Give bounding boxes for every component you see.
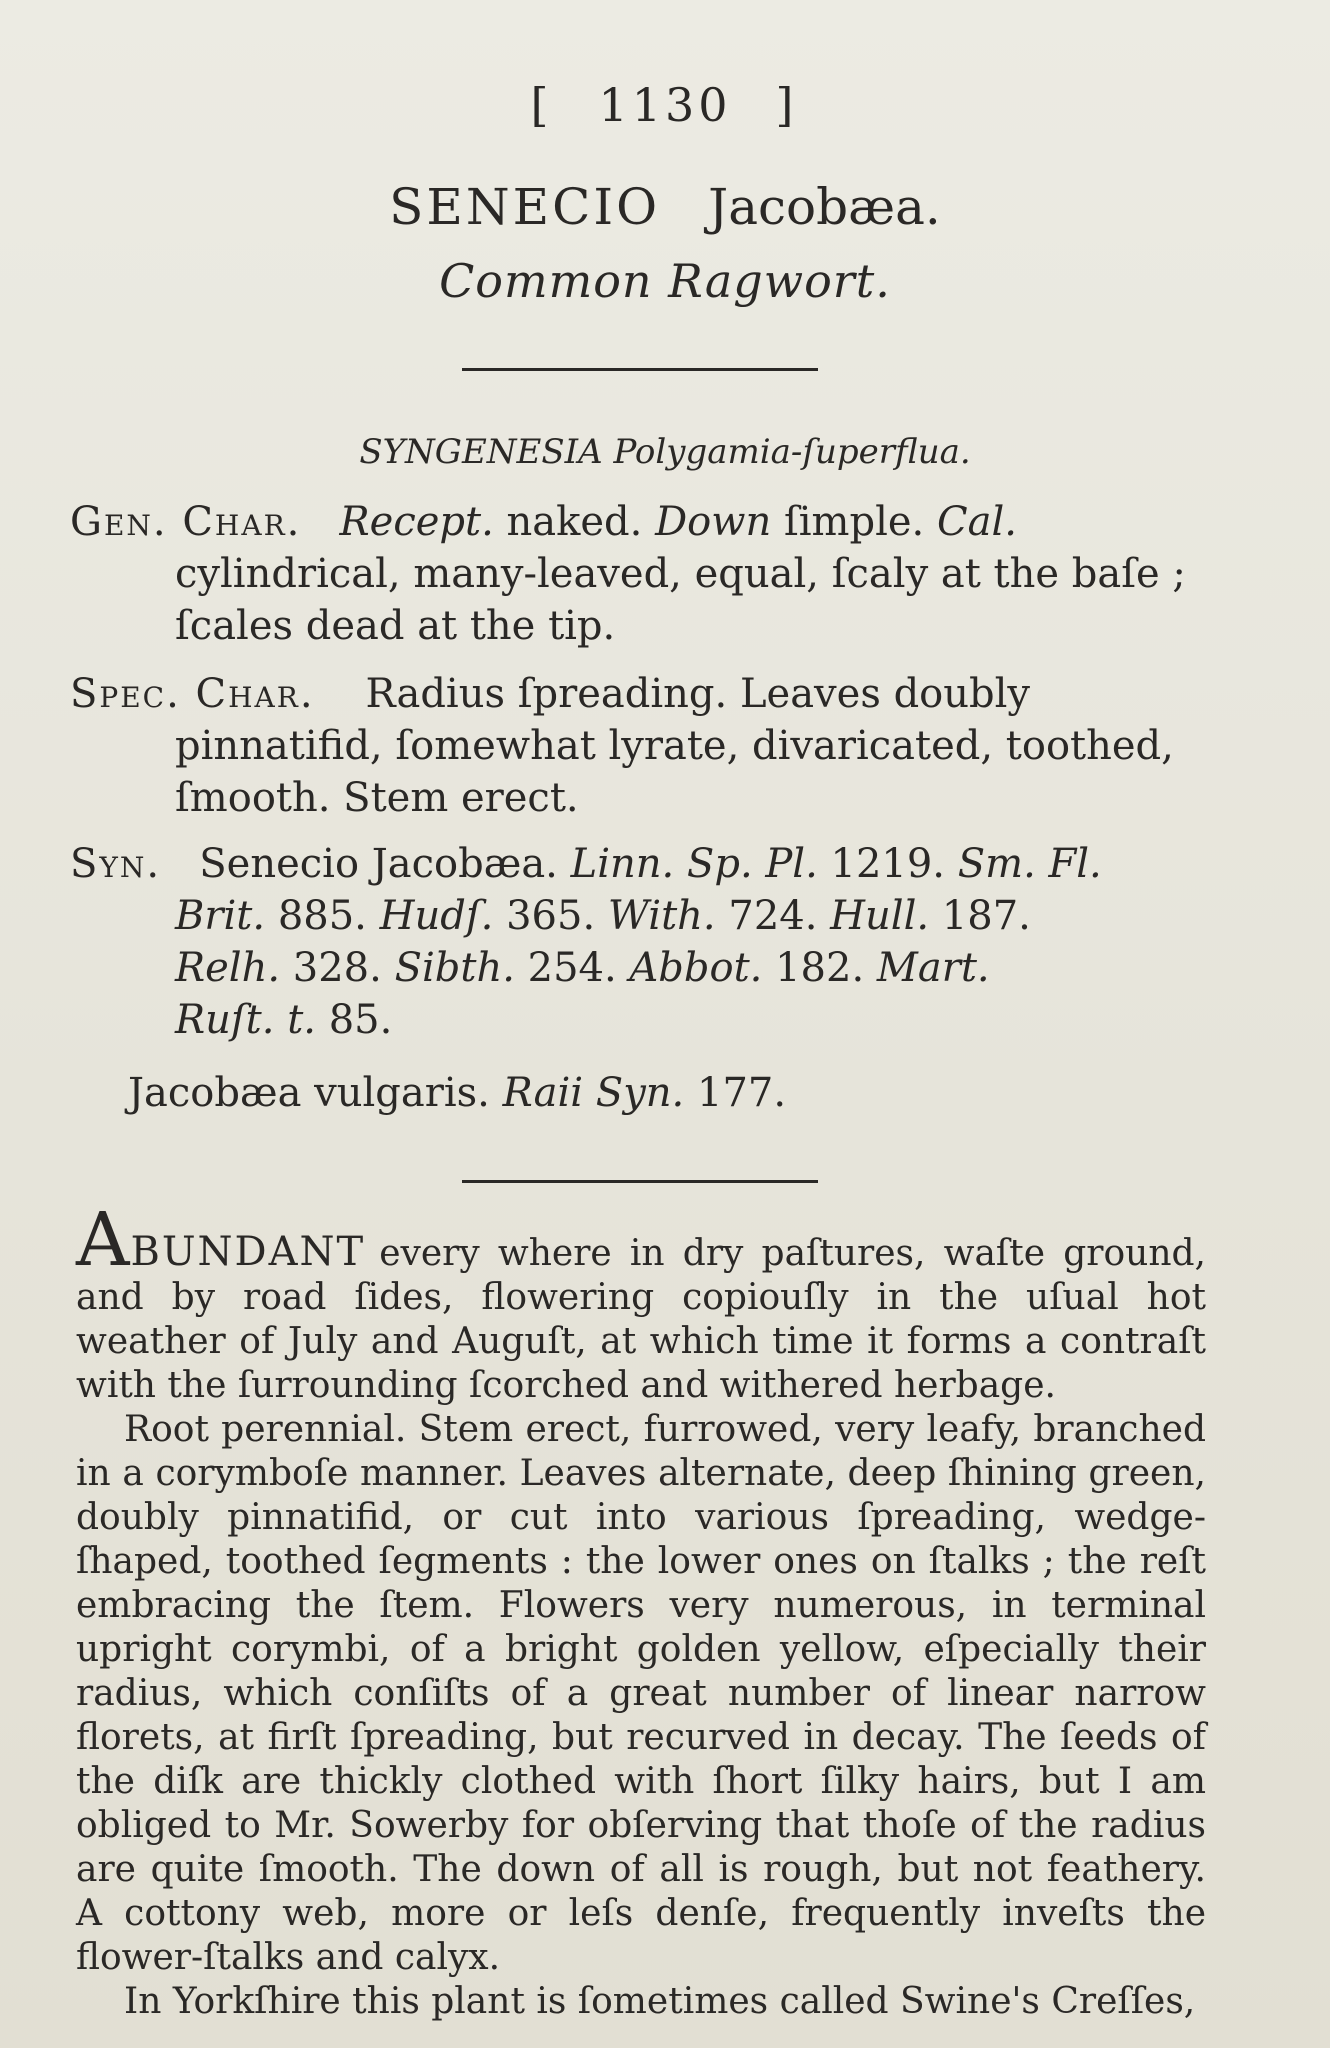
italic-citation: Brit. <box>175 893 266 939</box>
italic-citation: Recept. <box>339 499 494 545</box>
generic-character-line-3: ſcales dead at the tip. <box>175 603 616 649</box>
synonyms-label: Syn. <box>70 841 162 887</box>
text-run: 182. <box>762 945 877 991</box>
italic-citation: Down <box>655 499 772 545</box>
text-run: 177. <box>684 1070 787 1116</box>
italic-citation: Ruſt. t. <box>175 997 316 1043</box>
italic-citation: Mart. <box>876 945 990 991</box>
generic-character-line-2: cylindrical, many-leaved, equal, ſcaly at the baſe ; <box>175 551 1186 597</box>
text-run: Jacobæa vulgaris. <box>128 1070 503 1116</box>
italic-citation: With. <box>607 893 716 939</box>
bracket-left: [ <box>530 78 555 132</box>
text-run: 254. <box>514 945 630 991</box>
italic-citation: Relh. <box>175 945 281 991</box>
divider-rule-top <box>462 368 818 371</box>
italic-citation: Abbot. <box>629 945 763 991</box>
generic-character-line-1 <box>70 496 1220 548</box>
page-number-header <box>0 78 1330 132</box>
species-name: Jacobæa. <box>708 178 941 236</box>
text-run: 885. <box>265 893 380 939</box>
specific-character <box>70 668 1220 824</box>
italic-citation: Sm. Fl. <box>957 841 1102 887</box>
specific-character-text: Radius ſpreading. Leaves doubly <box>365 671 1031 717</box>
specific-character-line-3: ſmooth. Stem erect. <box>175 775 579 821</box>
synonyms-line-3 <box>70 942 1220 994</box>
italic-citation: Raii Syn. <box>502 1070 685 1116</box>
text-run: 85. <box>315 997 393 1043</box>
species-title <box>0 178 1330 236</box>
synonyms-text <box>199 841 1102 887</box>
description <box>76 1197 1206 2024</box>
text-run: 328. <box>280 945 395 991</box>
italic-citation: Cal. <box>936 499 1017 545</box>
class-name: SYNGENESIA <box>359 432 603 472</box>
generic-character-label: Gen. Char. <box>70 499 302 545</box>
synonym-ray <box>128 1070 786 1116</box>
italic-citation: Hull. <box>830 893 930 939</box>
description-paragraph-3: In Yorkſhire this plant is ſometimes called Swine's Creſſes, <box>124 1981 1196 2022</box>
text-run: 187. <box>929 893 1031 939</box>
paragraph-1-text: every where in dry paſtures, waſte ground, and by road ſides, flowering copiouſly in the uſual hot weather of July and Auguſt, at which time it forms a contraſt with the ſurrounding ſcorched and withered herbage. <box>76 1233 1206 1406</box>
common-name: Common Ragwort. <box>439 254 891 308</box>
text-run: 1219. <box>817 841 958 887</box>
synonyms-line-1 <box>70 838 1220 890</box>
synonyms-line-2 <box>70 890 1220 942</box>
italic-citation: Linn. Sp. Pl. <box>570 841 818 887</box>
generic-character-text <box>340 499 1017 545</box>
text-run: naked. <box>493 499 656 545</box>
text-run: ſimple. <box>771 499 937 545</box>
lead-word: BUNDANT <box>130 1229 366 1275</box>
description-paragraph-2: Root perennial. Stem erect, furrowed, very leafy, branched in a corymboſe manner. Leaves alternate, deep ſhining green, doubly pinnatifid, or cut into various ſpreading, wedge-ſhaped, toothed ſegments : the lower ones on ſtalks ; the reſt embracing the ſtem. Flowers very numerous, in terminal upright corymbi, of a bright golden yellow, eſpecially their radius, which conſiſts of a great number of linear narrow florets, at firſt ſpreading, but recurved in decay. The ſeeds of the diſk are thickly clothed with ſhort ſilky hairs, but I am obliged to Mr. Sowerby for obſerving that thoſe of the radius are quite ſmooth. The down of all is rough, but not feathery. A cottony web, more or leſs denſe, frequently inveſts the flower-ſtalks and calyx. <box>76 1409 1206 1978</box>
text-run: Senecio Jacobæa. <box>199 841 571 887</box>
specific-character-line-1 <box>70 668 1220 720</box>
text-run: 365. <box>493 893 608 939</box>
italic-citation: Hudſ. <box>379 893 494 939</box>
italic-citation: Sibth. <box>394 945 515 991</box>
description-paragraph-1 <box>76 1197 1206 1408</box>
drop-cap: A <box>76 1197 131 1283</box>
generic-character <box>70 496 1220 652</box>
text-run: 724. <box>715 893 831 939</box>
synonyms <box>70 838 1220 1046</box>
specific-character-line-2: pinnatifid, ſomewhat lyrate, divaricated, toothed, <box>175 723 1174 769</box>
divider-rule-bottom <box>462 1180 818 1183</box>
order-name: Polygamia-ſuperflua. <box>613 432 971 472</box>
genus-name: SENECIO <box>389 178 661 236</box>
specific-character-label: Spec. Char. <box>70 671 315 717</box>
linnaean-classification <box>0 432 1330 472</box>
page-number: 1130 <box>598 78 732 132</box>
bracket-right: ] <box>775 78 800 132</box>
synonyms-line-4 <box>70 994 1220 1046</box>
